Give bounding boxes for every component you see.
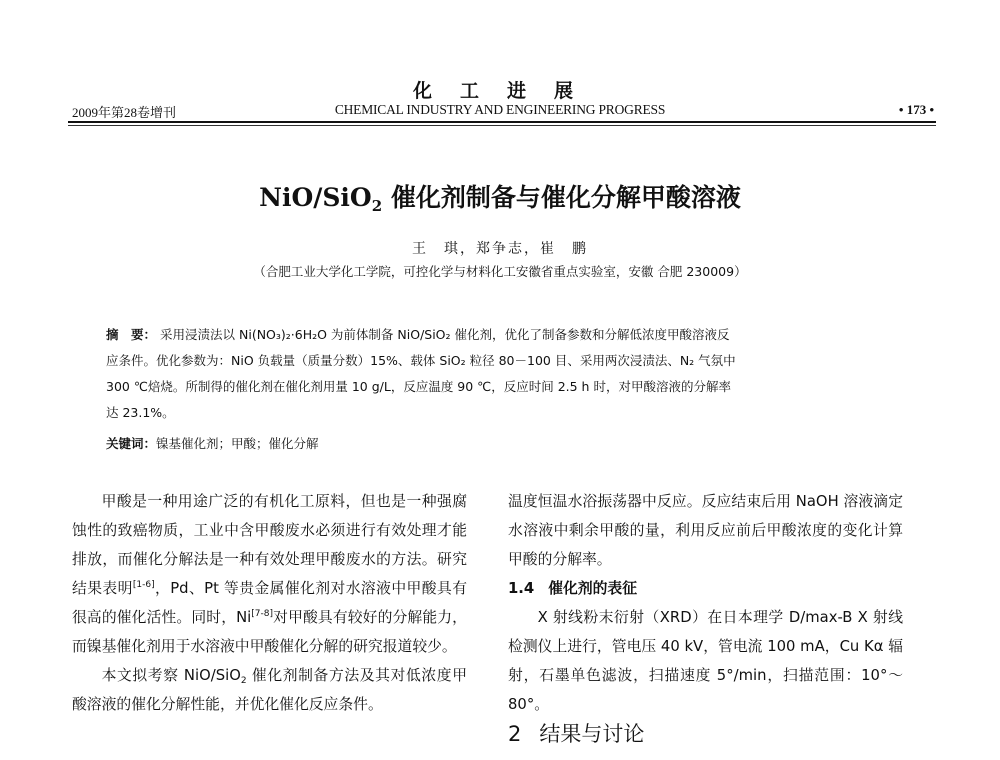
keywords: [106, 434, 319, 452]
xrd-paragraph: X 射线粉末衍射（XRD）在日本理学 D/max-B X 射线检测仪上进行，管电压 40 kV，管电流 100 mA，Cu Kα 辐射，石墨单色滤波，扫描速度 5°/min，扫描范围：10°～80°。: [508, 609, 903, 713]
keywords-value: 镍基催化剂；甲酸；催化分解: [156, 436, 319, 451]
abstract-line-4: 达 23.1%。: [106, 405, 175, 420]
method-paragraph: 温度恒温水浴振荡器中反应。反应结束后用 NaOH 溶液滴定水溶液中剩余甲酸的量，利用反应前后甲酸浓度的变化计算甲酸的分解率。: [508, 493, 903, 568]
journal-title-en: CHEMICAL INDUSTRY AND ENGINEERING PROGRESS: [334, 102, 666, 117]
text: ，Pd、Pt 等贵金属催化剂对水溶液中甲酸具有很高的催化活性。同时，Ni: [72, 580, 467, 626]
intro-paragraph-1: [72, 487, 467, 661]
article-title: [0, 178, 1000, 215]
journal-title-cn: 化工进展: [412, 80, 601, 102]
header-rule: [68, 121, 936, 123]
abstract-line-2: 应条件。优化参数为：NiO 负载量（质量分数）15%、载体 SiO₂ 粒径 80－100 目、采用两次浸渍法、N₂ 气氛中: [106, 353, 736, 368]
section-heading-1-4: [508, 574, 903, 603]
abstract-line-1: [106, 322, 906, 348]
section-number: 1.4: [508, 580, 535, 597]
affiliation: （合肥工业大学化工学院，可控化学与材料化工安徽省重点实验室，安徽 合肥 230009）: [253, 264, 747, 279]
text: 催化剂制备方法及其对低浓度甲酸溶液的催化分解性能，并优化催化反应条件。: [72, 667, 467, 713]
abstract-text: 采用浸渍法以 Ni(NO₃)₂·6H₂O 为前体制备 NiO/SiO₂ 催化剂，优化了制备参数和分解低浓度甲酸溶液反: [160, 327, 730, 342]
citation-ref[interactable]: [1-6]: [132, 580, 155, 590]
subscript: 2: [240, 676, 247, 686]
title-pre: NiO/SiO: [259, 183, 372, 212]
keywords-label: 关键词：: [106, 436, 157, 451]
section-title: 结果与讨论: [539, 722, 645, 746]
section-number: 2: [508, 722, 522, 746]
title-post: 催化剂制备与催化分解甲酸溶液: [382, 183, 741, 212]
body-right-column: [508, 487, 903, 749]
authors: 王 琪，郑争志，崔 鹏: [412, 241, 588, 257]
section-title: 催化剂的表征: [548, 580, 638, 597]
text: 对甲酸具有较好的分解能力，而镍基催化剂用于水溶液中甲酸催化分解的研究报道较少。: [72, 609, 467, 655]
body-left-column: [72, 487, 467, 719]
abstract-line-3: 300 ℃焙烧。所制得的催化剂在催化剂用量 10 g/L，反应温度 90 ℃，反应时间 2.5 h 时，对甲酸溶液的分解率: [106, 379, 731, 394]
citation-ref[interactable]: [7-8]: [251, 609, 274, 619]
title-subscript: 2: [371, 197, 383, 215]
issue-info: 2009年第28卷增刊: [72, 105, 177, 120]
text: 甲酸是一种用途广泛的有机化工原料，但也是一种强腐蚀性的致癌物质，工业中含甲酸废水必须进行有效处理才能排放，而催化分解法是一种有效处理甲酸废水的方法。研究结果表明: [72, 493, 467, 597]
intro-paragraph-2: [72, 661, 467, 719]
abstract-label: 摘 要：: [106, 327, 157, 342]
page-number: • 173 •: [898, 102, 934, 117]
abstract: [106, 322, 906, 426]
text: 本文拟考察 NiO/SiO: [101, 667, 241, 684]
section-heading-2: [508, 719, 903, 749]
header-rule-thin: [68, 125, 936, 126]
